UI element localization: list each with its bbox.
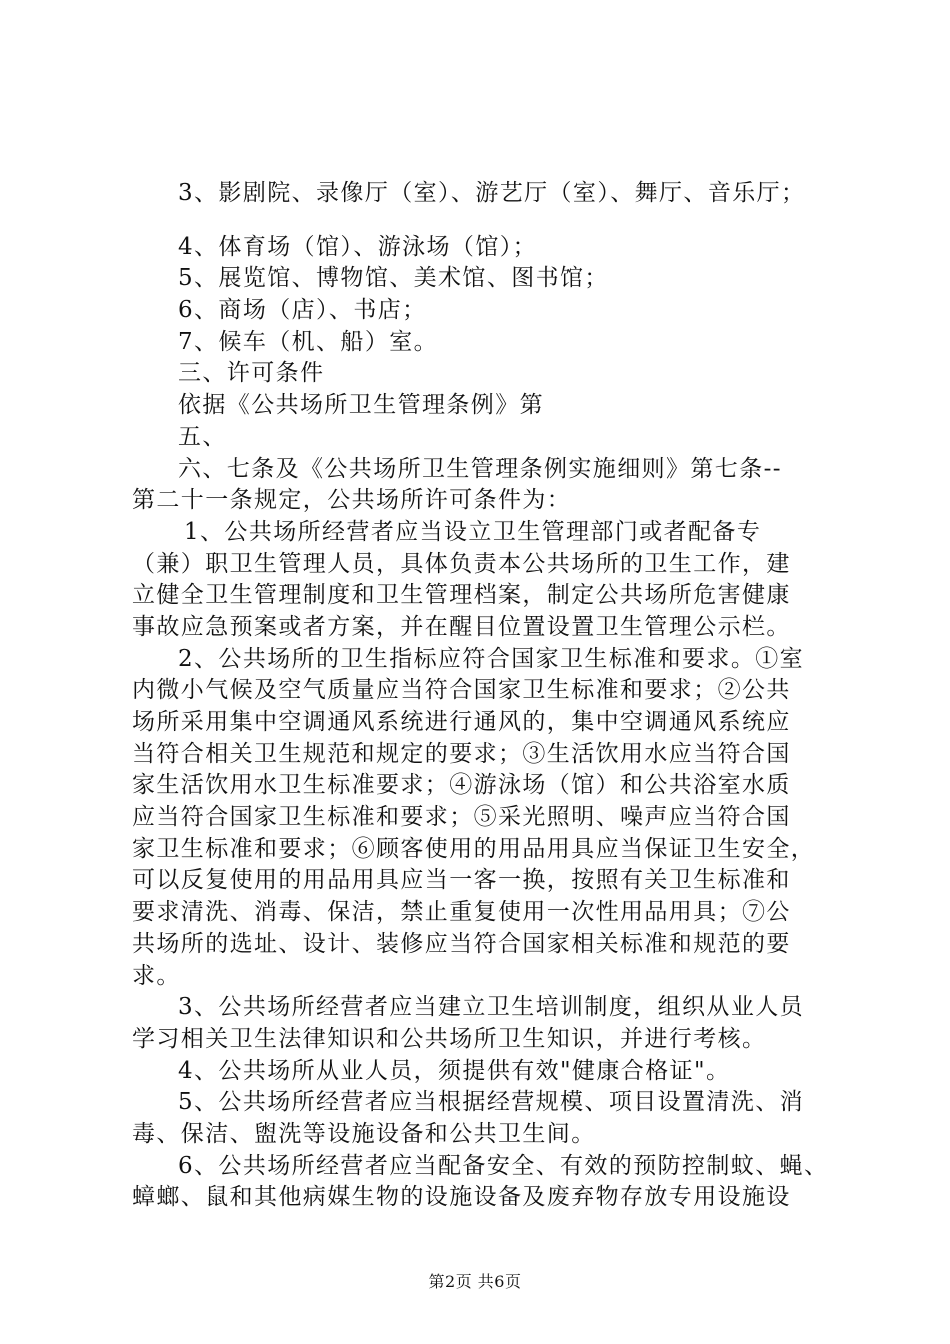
text-line: 5、展览馆、博物馆、美术馆、图书馆； [178, 265, 609, 292]
text-line: 7、候车（机、船）室。 [178, 328, 439, 355]
text-line: 第二十一条规定，公共场所许可条件为： [132, 487, 572, 514]
document-body [132, 178, 844, 1214]
text-line: 2、公共场所的卫生指标应符合国家卫生标准和要求。①室 [178, 645, 805, 672]
text-line: 事故应急预案或者方案，并在醒目位置设置卫生管理公示栏。 [132, 613, 791, 640]
text-line: 家卫生标准和要求；⑥顾客使用的用品用具应当保证卫生安全， [132, 835, 816, 862]
section-heading: 三、许可条件 [178, 360, 325, 387]
page-footer: 第2页 共6页 [428, 1272, 522, 1291]
text-line: 五、 [178, 423, 227, 450]
text-line: 共场所的选址、设计、装修应当符合国家相关标准和规范的要 [132, 930, 791, 957]
text-line: 3、公共场所经营者应当建立卫生培训制度，组织从业人员 [178, 994, 805, 1021]
text-line: 立健全卫生管理制度和卫生管理档案，制定公共场所危害健康 [132, 582, 791, 609]
text-line: 4、体育场（馆）、游泳场（馆）； [178, 233, 538, 260]
text-line: 4、公共场所从业人员，须提供有效"健康合格证"。 [178, 1057, 731, 1084]
text-line: （兼）职卫生管理人员，具体负责本公共场所的卫生工作，建 [132, 550, 791, 577]
text-line: 场所采用集中空调通风系统进行通风的，集中空调通风系统应 [132, 709, 791, 735]
text-line: 1、公共场所经营者应当设立卫生管理部门或者配备专 [184, 518, 762, 545]
text-line: 3、影剧院、录像厅（室）、游艺厅（室）、舞厅、音乐厅； [178, 180, 806, 206]
paragraph-gap [132, 210, 844, 232]
text-line: 求。 [132, 962, 181, 989]
text-line: 应当符合国家卫生标准和要求；⑤采光照明、噪声应当符合国 [132, 804, 791, 831]
text-line: 6、商场（店）、书店； [178, 297, 427, 324]
text-line: 六、七条及《公共场所卫生管理条例实施细则》第七条-- [178, 455, 782, 482]
text-line: 当符合相关卫生规范和规定的要求；③生活饮用水应当符合国 [132, 740, 791, 767]
text-line: 蟑螂、鼠和其他病媒生物的设施设备及废弃物存放专用设施设 [132, 1184, 791, 1211]
text-line: 家生活饮用水卫生标准要求；④游泳场（馆）和公共浴室水质 [132, 772, 791, 799]
text-line: 学习相关卫生法律知识和公共场所卫生知识，并进行考核。 [132, 1025, 767, 1052]
text-line: 5、公共场所经营者应当根据经营规模、项目设置清洗、消 [178, 1089, 805, 1116]
text-line: 6、公共场所经营者应当配备安全、有效的预防控制蚊、蝇、 [178, 1152, 829, 1179]
text-line: 内微小气候及空气质量应当符合国家卫生标准和要求；②公共 [132, 677, 791, 704]
text-line: 可以反复使用的用品用具应当一客一换，按照有关卫生标准和 [132, 867, 791, 894]
text-line: 毒、保洁、盥洗等设施设备和公共卫生间。 [132, 1120, 596, 1147]
text-line: 依据《公共场所卫生管理条例》第 [178, 392, 544, 419]
text-line: 要求清洗、消毒、保洁，禁止重复使用一次性用品用具；⑦公 [132, 899, 791, 926]
